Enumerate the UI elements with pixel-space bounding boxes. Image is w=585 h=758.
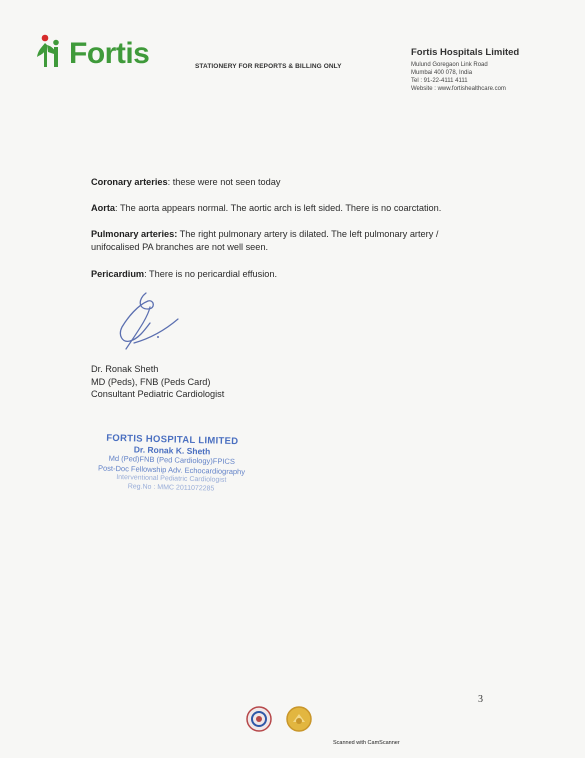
- pericardium-label: Pericardium: [91, 269, 145, 279]
- aorta-text: : The aorta appears normal. The aortic arch is left sided. There is no coarctation.: [115, 203, 442, 213]
- handwritten-signature: [108, 287, 198, 359]
- doctor-stamp: [78, 432, 264, 495]
- page-number: 3: [478, 694, 483, 705]
- stamp-doctor-name: Dr. Ronak K. Sheth: [133, 444, 211, 457]
- pulmonary-label: Pulmonary arteries:: [91, 229, 178, 239]
- pulmonary-paragraph: [91, 228, 491, 254]
- website-line: Website : www.fortishealthcare.com: [411, 86, 506, 92]
- address-line: Mulund Goregaon Link Road: [411, 62, 488, 68]
- hospital-address-block: [411, 47, 576, 93]
- coronary-text: : these were not seen today: [167, 177, 281, 187]
- doctor-title: Consultant Pediatric Cardiologist: [91, 389, 225, 399]
- brand-name: Fortis: [69, 37, 150, 70]
- aorta-label: Aorta: [91, 203, 115, 213]
- stamp-specialty: Interventional Pediatric Cardiologist: [116, 473, 227, 484]
- coronary-paragraph: [91, 176, 491, 189]
- pulmonary-text-2: unifocalised PA branches are not well seen.: [91, 242, 269, 252]
- aorta-paragraph: [91, 202, 491, 215]
- nabh-seal-icon: [246, 706, 272, 732]
- stamp-fellowship: Post-Doc Fellowship Adv. Echocardiography: [97, 462, 246, 476]
- jci-seal-icon: [286, 706, 312, 732]
- fortis-logo: [35, 33, 149, 69]
- coronary-label: Coronary arteries: [91, 177, 168, 187]
- pericardium-paragraph: [91, 268, 491, 281]
- doctor-qualifications: MD (Peds), FNB (Peds Card): [91, 376, 211, 387]
- stamp-degrees: Md (Ped)FNB (Ped Cardiology)FPICS: [108, 453, 236, 467]
- accreditation-logos: [246, 706, 312, 732]
- stamp-hospital-name: FORTIS HOSPITAL LIMITED: [106, 432, 239, 448]
- fortis-logo-icon: [35, 33, 65, 69]
- pericardium-text: : There is no pericardial effusion.: [144, 269, 278, 279]
- address-line: Mumbai 400 078, India: [411, 70, 473, 76]
- doctor-signature-block: [91, 363, 224, 401]
- stamp-registration: Reg.No : MMC 2011072285: [127, 483, 215, 493]
- pulmonary-text-1: The right pulmonary artery is dilated. The left pulmonary artery /: [177, 229, 439, 239]
- stationery-note: STATIONERY FOR REPORTS & BILLING ONLY: [195, 63, 342, 70]
- hospital-name: Fortis Hospitals Limited: [411, 47, 520, 58]
- doctor-name: Dr. Ronak Sheth: [91, 364, 159, 374]
- phone-line: Tel : 91-22-4111 4111: [411, 78, 468, 84]
- scanner-watermark: Scanned with CamScanner: [333, 740, 400, 746]
